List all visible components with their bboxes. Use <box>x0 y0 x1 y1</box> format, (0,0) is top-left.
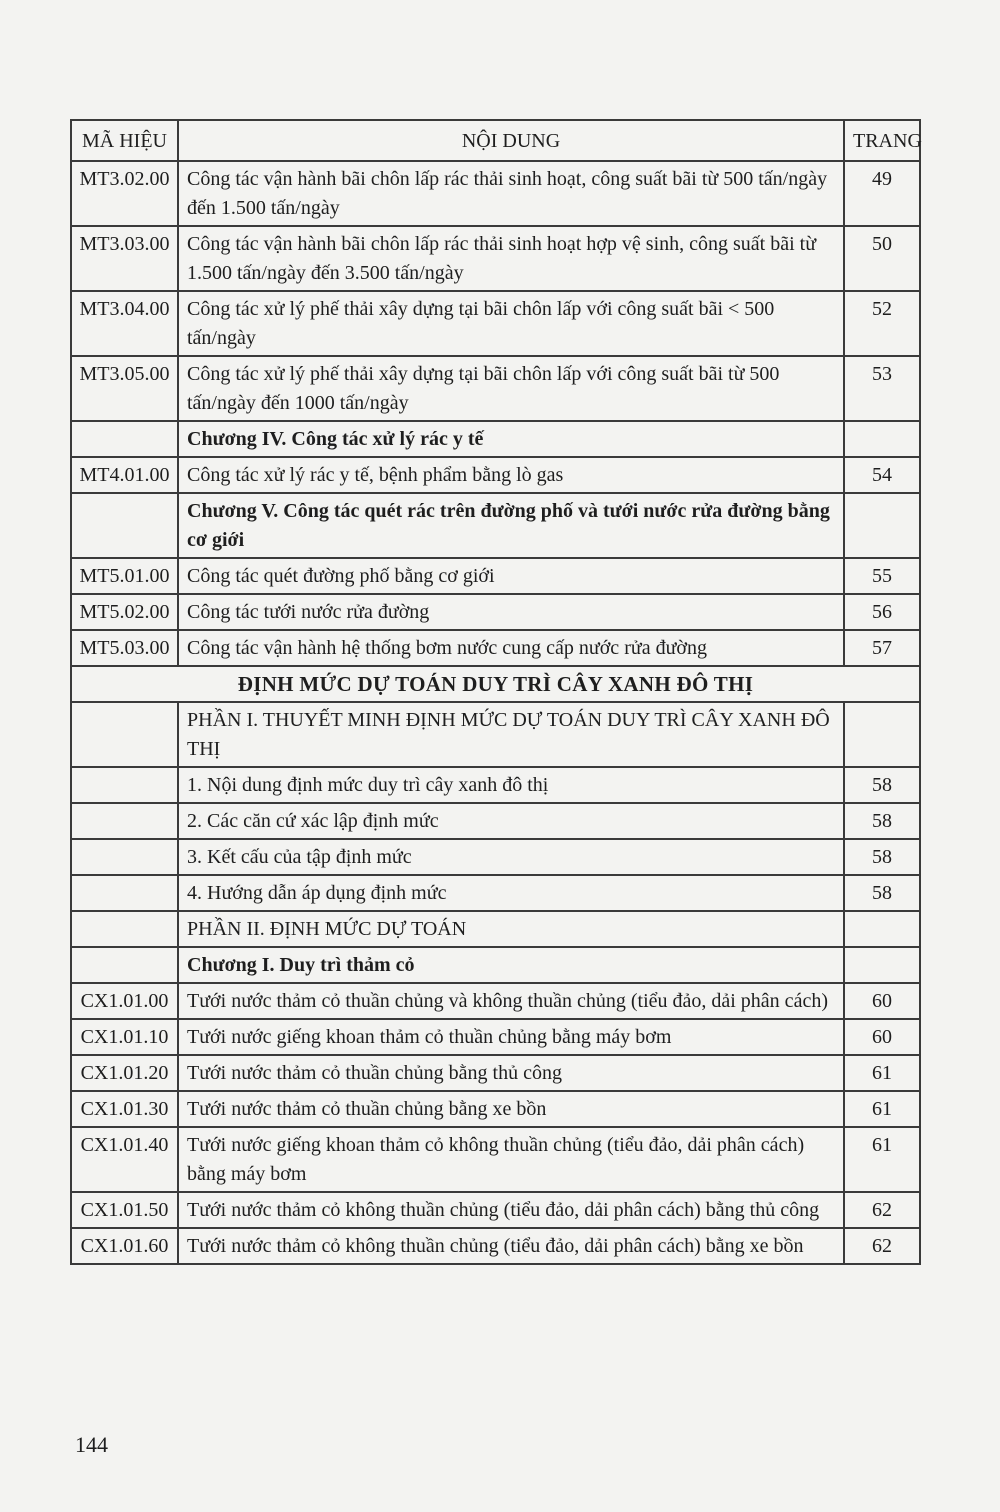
row-code: CX1.01.20 <box>71 1055 178 1091</box>
row-content: Tưới nước giếng khoan thảm cỏ thuần chủng bằng máy bơm <box>178 1019 844 1055</box>
row-content: 2. Các căn cứ xác lập định mức <box>178 803 844 839</box>
row-page: 50 <box>844 226 920 291</box>
row-code: MT3.03.00 <box>71 226 178 291</box>
row-content: Tưới nước giếng khoan thảm cỏ không thuần chủng (tiểu đảo, dải phân cách) bằng máy bơm <box>178 1127 844 1192</box>
row-content: Công tác quét đường phố bằng cơ giới <box>178 558 844 594</box>
row-content: Công tác xử lý phế thải xây dựng tại bãi chôn lấp với công suất bãi từ 500 tấn/ngày đến 1000 tấn/ngày <box>178 356 844 421</box>
header-code: MÃ HIỆU <box>71 120 178 161</box>
row-page: 62 <box>844 1192 920 1228</box>
table-row <box>71 1019 920 1055</box>
row-content: Tưới nước thảm cỏ thuần chủng bằng xe bồn <box>178 1091 844 1127</box>
row-content: Công tác vận hành bãi chôn lấp rác thải sinh hoạt, công suất bãi từ 500 tấn/ngày đến 1.500 tấn/ngày <box>178 161 844 226</box>
row-page <box>844 702 920 767</box>
row-content: Tưới nước thảm cỏ thuần chủng bằng thủ công <box>178 1055 844 1091</box>
chapter-row <box>71 493 920 558</box>
row-code: MT3.02.00 <box>71 161 178 226</box>
header-page: TRANG <box>844 120 920 161</box>
row-page: 60 <box>844 983 920 1019</box>
row-page: 58 <box>844 767 920 803</box>
table-row <box>71 1127 920 1192</box>
row-page: 61 <box>844 1091 920 1127</box>
row-code: MT5.02.00 <box>71 594 178 630</box>
row-code: CX1.01.40 <box>71 1127 178 1192</box>
row-page <box>844 947 920 983</box>
row-content: Tưới nước thảm cỏ không thuần chủng (tiểu đảo, dải phân cách) bằng xe bồn <box>178 1228 844 1264</box>
table-row <box>71 558 920 594</box>
row-page: 58 <box>844 803 920 839</box>
row-content: Công tác tưới nước rửa đường <box>178 594 844 630</box>
row-page: 58 <box>844 875 920 911</box>
table-row <box>71 161 920 226</box>
row-page <box>844 911 920 947</box>
contents-table <box>70 119 921 1265</box>
row-page: 60 <box>844 1019 920 1055</box>
row-content: 1. Nội dung định mức duy trì cây xanh đô thị <box>178 767 844 803</box>
row-code: CX1.01.00 <box>71 983 178 1019</box>
table-row <box>71 226 920 291</box>
table-row <box>71 356 920 421</box>
row-code: MT3.04.00 <box>71 291 178 356</box>
table-row <box>71 911 920 947</box>
row-content: Công tác xử lý phế thải xây dựng tại bãi chôn lấp với công suất bãi < 500 tấn/ngày <box>178 291 844 356</box>
row-code: CX1.01.30 <box>71 1091 178 1127</box>
row-content: Tưới nước thảm cỏ thuần chủng và không thuần chủng (tiểu đảo, dải phân cách) <box>178 983 844 1019</box>
table-row <box>71 1228 920 1264</box>
row-content: 4. Hướng dẫn áp dụng định mức <box>178 875 844 911</box>
chapter-title: Chương I. Duy trì thảm cỏ <box>178 947 844 983</box>
row-code: CX1.01.50 <box>71 1192 178 1228</box>
row-content: PHẦN I. THUYẾT MINH ĐỊNH MỨC DỰ TOÁN DUY TRÌ CÂY XANH ĐÔ THỊ <box>178 702 844 767</box>
table-row <box>71 630 920 666</box>
row-content: Công tác vận hành hệ thống bơm nước cung cấp nước rửa đường <box>178 630 844 666</box>
row-content: 3. Kết cấu của tập định mức <box>178 839 844 875</box>
table-row <box>71 875 920 911</box>
row-page: 58 <box>844 839 920 875</box>
table-body <box>71 161 920 1264</box>
row-code <box>71 839 178 875</box>
row-code <box>71 947 178 983</box>
row-content: PHẦN II. ĐỊNH MỨC DỰ TOÁN <box>178 911 844 947</box>
table-row <box>71 983 920 1019</box>
table-row <box>71 594 920 630</box>
row-page: 55 <box>844 558 920 594</box>
row-code <box>71 803 178 839</box>
row-page: 54 <box>844 457 920 493</box>
table-row <box>71 702 920 767</box>
chapter-title: Chương IV. Công tác xử lý rác y tế <box>178 421 844 457</box>
row-page: 53 <box>844 356 920 421</box>
table-row <box>71 1055 920 1091</box>
row-content: Công tác xử lý rác y tế, bệnh phẩm bằng lò gas <box>178 457 844 493</box>
row-page <box>844 421 920 457</box>
chapter-title: Chương V. Công tác quét rác trên đường phố và tưới nước rửa đường bằng cơ giới <box>178 493 844 558</box>
row-page: 56 <box>844 594 920 630</box>
row-page: 49 <box>844 161 920 226</box>
table-row <box>71 803 920 839</box>
row-content: Công tác vận hành bãi chôn lấp rác thải sinh hoạt hợp vệ sinh, công suất bãi từ 1.500 tấn/ngày đến 3.500 tấn/ngày <box>178 226 844 291</box>
row-content: Tưới nước thảm cỏ không thuần chủng (tiểu đảo, dải phân cách) bằng thủ công <box>178 1192 844 1228</box>
row-code: CX1.01.60 <box>71 1228 178 1264</box>
row-code <box>71 702 178 767</box>
section-title: ĐỊNH MỨC DỰ TOÁN DUY TRÌ CÂY XANH ĐÔ THỊ <box>71 666 920 702</box>
table-row <box>71 457 920 493</box>
row-page: 52 <box>844 291 920 356</box>
row-code <box>71 767 178 803</box>
row-page: 62 <box>844 1228 920 1264</box>
row-page <box>844 493 920 558</box>
row-page: 61 <box>844 1055 920 1091</box>
row-page: 61 <box>844 1127 920 1192</box>
row-code <box>71 875 178 911</box>
chapter-row <box>71 421 920 457</box>
table-row <box>71 291 920 356</box>
table-header-row <box>71 120 920 161</box>
header-content: NỘI DUNG <box>178 120 844 161</box>
section-row <box>71 666 920 702</box>
table-row <box>71 767 920 803</box>
row-code <box>71 493 178 558</box>
row-code: MT4.01.00 <box>71 457 178 493</box>
chapter-row <box>71 947 920 983</box>
row-code: CX1.01.10 <box>71 1019 178 1055</box>
table-row <box>71 839 920 875</box>
row-code: MT3.05.00 <box>71 356 178 421</box>
row-code <box>71 421 178 457</box>
page-number: 144 <box>75 1432 108 1457</box>
row-code: MT5.03.00 <box>71 630 178 666</box>
row-page: 57 <box>844 630 920 666</box>
row-code: MT5.01.00 <box>71 558 178 594</box>
table-row <box>71 1192 920 1228</box>
row-code <box>71 911 178 947</box>
table-row <box>71 1091 920 1127</box>
